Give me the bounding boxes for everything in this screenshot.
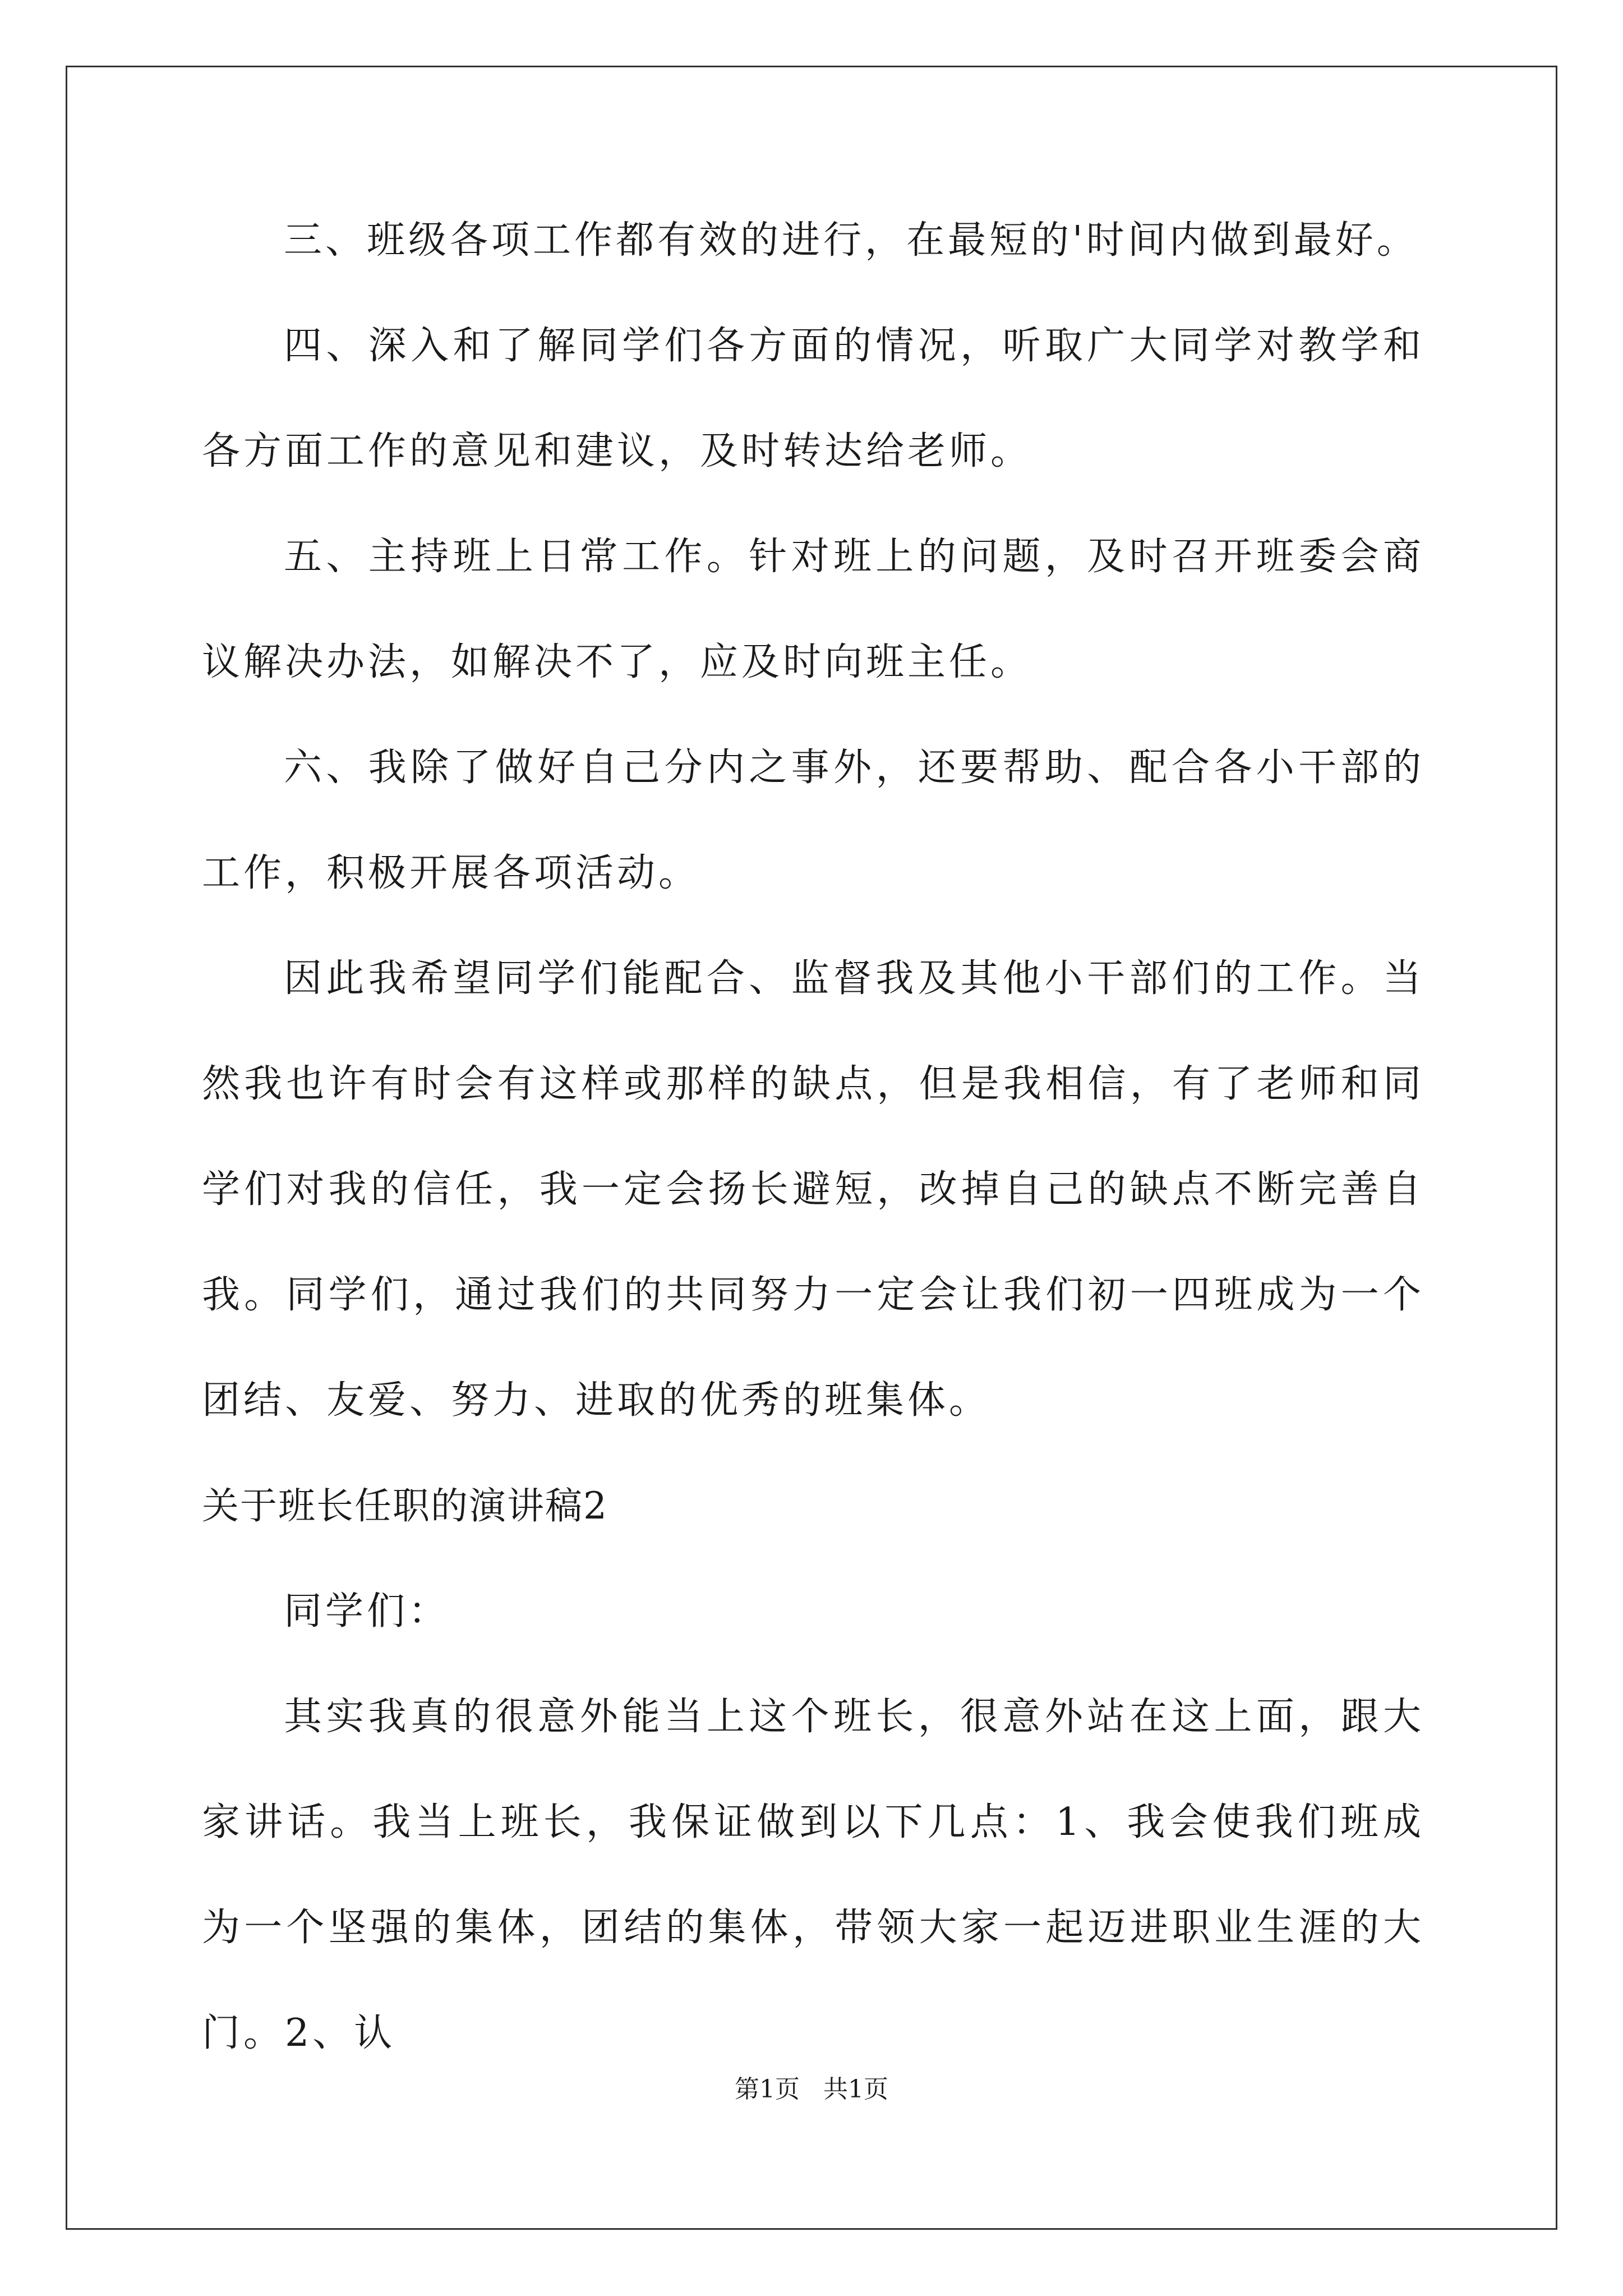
page-number-text: 第1页 共1页 — [735, 2075, 888, 2104]
document-body — [202, 188, 1424, 2086]
paragraph-item-6: 六、我除了做好自己分内之事外，还要帮助、配合各小干部的工作，积极开展各项活动。 — [202, 746, 1424, 895]
paragraph-salutation: 同学们： — [284, 1589, 450, 1634]
section-heading: 关于班长任职的演讲稿2 — [202, 1484, 608, 1527]
paragraph-item-3: 三、班级各项工作都有效的进行，在最短的'时间内做到最好。 — [284, 218, 1418, 263]
paragraph-conclusion: 因此我希望同学们能配合、监督我及其他小干部们的工作。当然我也许有时会有这样或那样的缺点，但是我相信，有了老师和同学们对我的信任，我一定会扬长避短，改掉自己的缺点不断完善自我。同学们，通过我们的共同努力一定会让我们初一四班成为一个团结、友爱、努力、进取的优秀的班集体。 — [202, 956, 1424, 1423]
paragraph-item-4: 四、深入和了解同学们各方面的情况，听取广大同学对教学和各方面工作的意见和建议，及时转达给老师。 — [202, 324, 1424, 473]
paragraph-speech-body: 其实我真的很意外能当上这个班长，很意外站在这上面，跟大家讲话。我当上班长，我保证做到以下几点：1、我会使我们班成为一个坚强的集体，团结的集体，带领大家一起迈进职业生涯的大门。2、认 — [202, 1695, 1424, 2055]
page-footer — [0, 2073, 1623, 2106]
paragraph-item-5: 五、主持班上日常工作。针对班上的问题，及时召开班委会商议解决办法，如解决不了，应及时向班主任。 — [202, 535, 1424, 684]
